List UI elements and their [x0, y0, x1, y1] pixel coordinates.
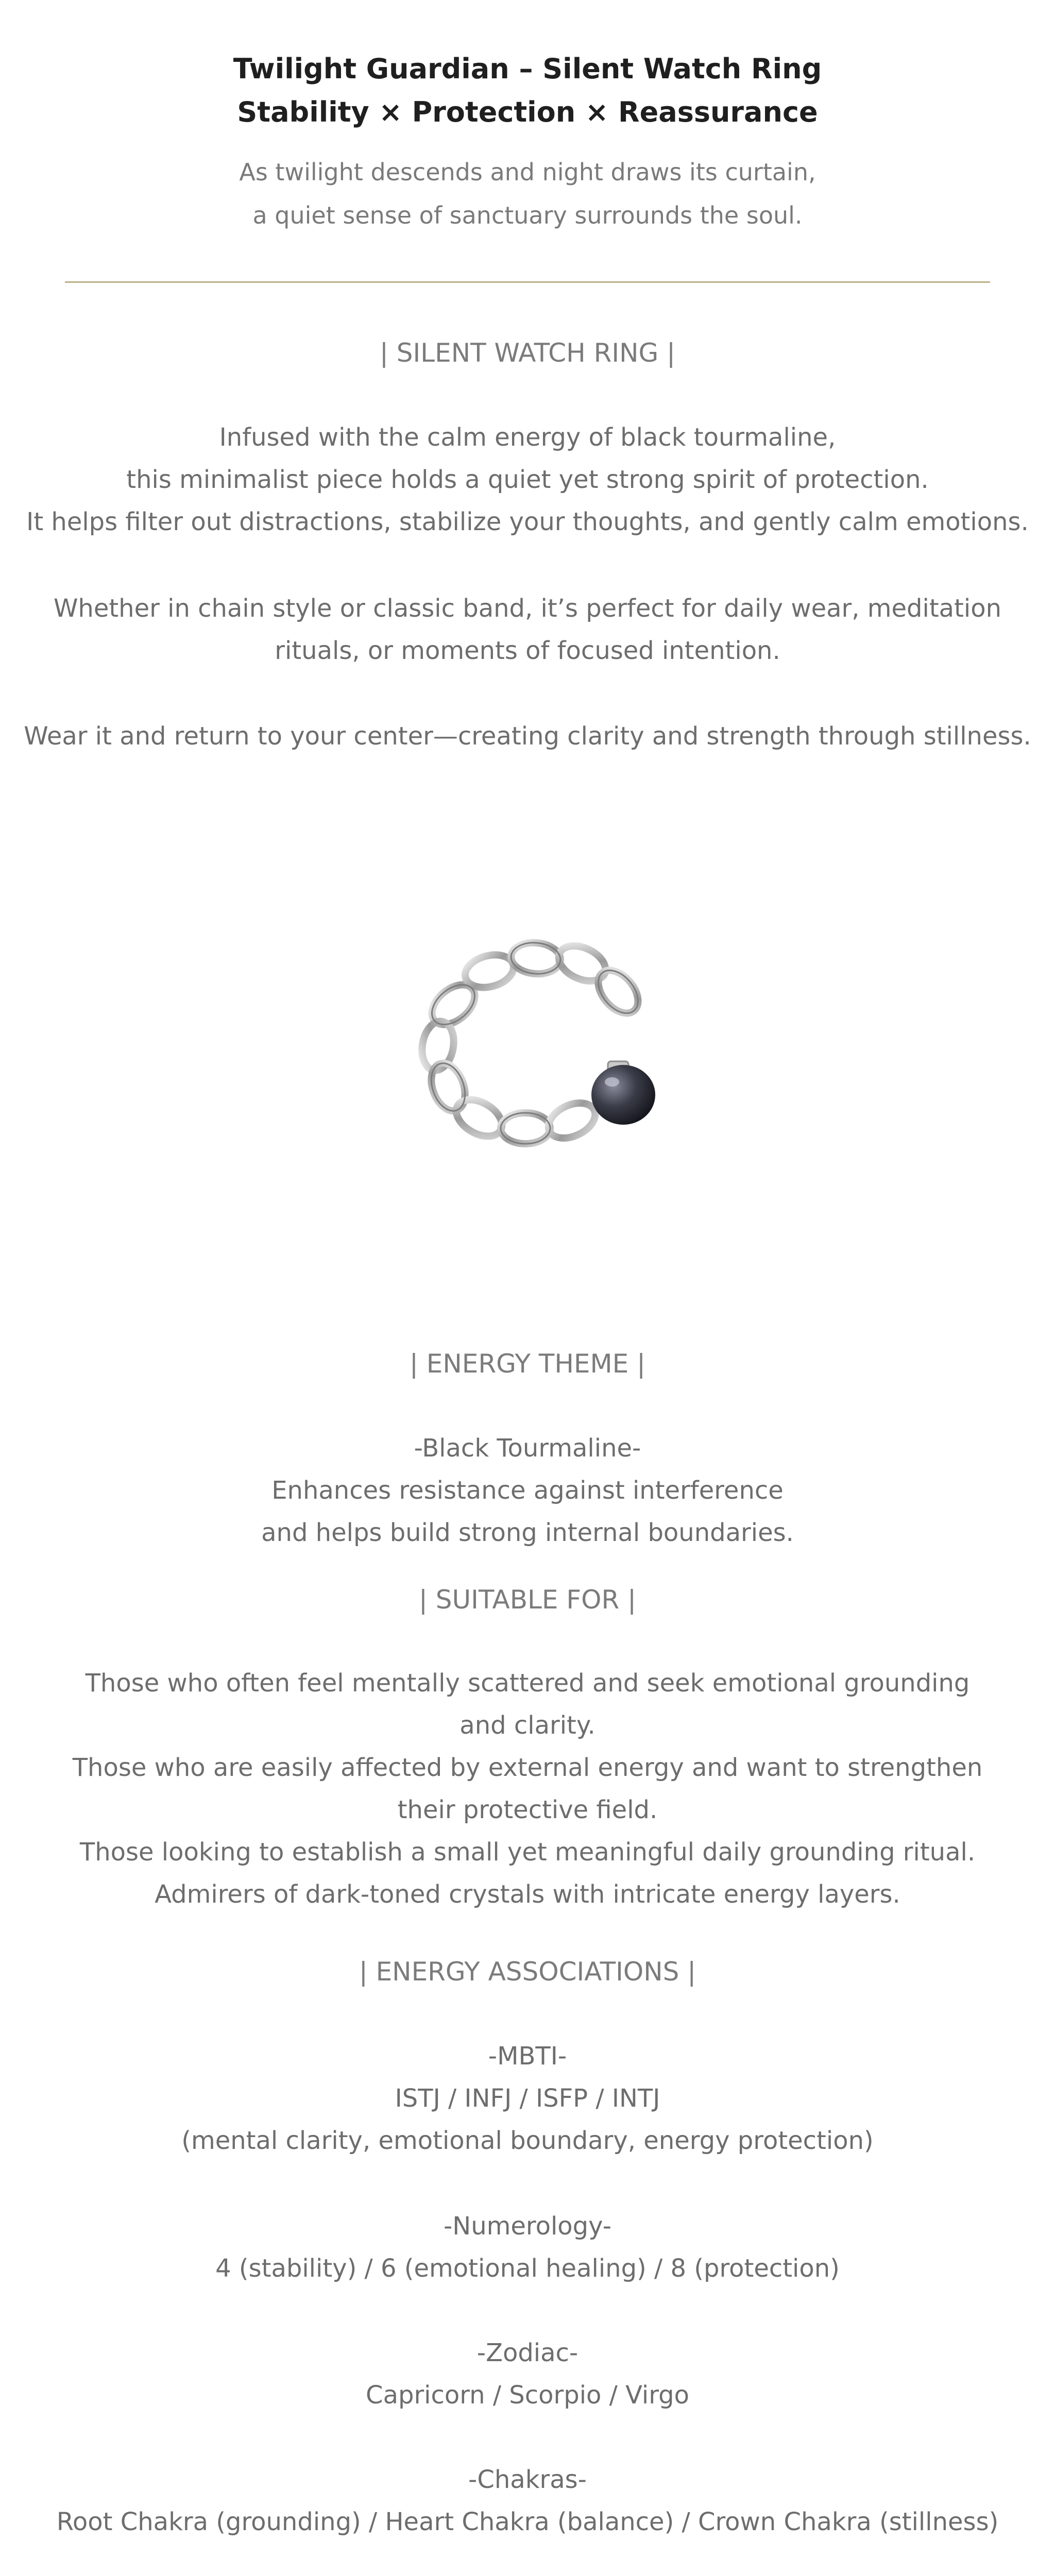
numerology-group	[0, 2205, 1055, 2290]
zodiac-value: Capricorn / Scorpio / Virgo	[366, 2381, 689, 2410]
suitable-line: Those who often feel mentally scattered and seek emotional grounding	[85, 1669, 970, 1698]
zodiac-label: -Zodiac-	[477, 2338, 578, 2367]
intro-line-2: a quiet sense of sanctuary surrounds the soul.	[252, 201, 803, 229]
suitable-line: Those who are easily affected by external energy and want to strengthen	[72, 1753, 983, 1782]
ring-product-image	[381, 907, 701, 1175]
black-tourmaline-stone	[591, 1065, 655, 1125]
energy-stone-name: -Black Tourmaline-	[414, 1434, 641, 1463]
desc-p1-line1: Infused with the calm energy of black tourmaline,	[219, 423, 836, 452]
energy-line-2: and helps build strong internal boundaries.	[261, 1518, 794, 1547]
suitable-line: and clarity.	[460, 1711, 595, 1740]
intro-line-1: As twilight descends and night draws its curtain,	[239, 158, 816, 186]
section-divider	[65, 281, 990, 283]
zodiac-group	[0, 2332, 1055, 2416]
suitable-line: Those looking to establish a small yet meaningful daily grounding ritual.	[79, 1838, 976, 1867]
suitable-for-list	[0, 1662, 1055, 1916]
description-paragraph-3	[0, 715, 1055, 757]
description-heading: | SILENT WATCH RING |	[380, 338, 675, 368]
suitable-line: their protective field.	[397, 1795, 658, 1824]
numerology-value: 4 (stability) / 6 (emotional healing) / 8 (protection)	[215, 2254, 840, 2283]
chakras-group	[0, 2459, 1055, 2543]
desc-p1-line3: It helps filter out distractions, stabilize your thoughts, and gently calm emotions.	[26, 507, 1029, 536]
energy-theme-body	[0, 1427, 1055, 1554]
associations-section	[0, 1951, 1055, 1993]
chakras-label: -Chakras-	[468, 2465, 587, 2494]
desc-p2-line1: Whether in chain style or classic band, it’s perfect for daily wear, meditation	[53, 594, 1002, 623]
energy-line-1: Enhances resistance against interference	[271, 1476, 784, 1505]
title-line-1: Twilight Guardian – Silent Watch Ring	[233, 53, 822, 85]
mbti-group	[0, 2035, 1055, 2162]
suitable-for-section	[0, 1579, 1055, 1621]
energy-theme-section	[0, 1343, 1055, 1385]
intro-text	[0, 150, 1055, 237]
numerology-label: -Numerology-	[443, 2212, 612, 2241]
desc-p1-line2: this minimalist piece holds a quiet yet strong spirit of protection.	[126, 465, 929, 494]
desc-p2-line2: rituals, or moments of focused intention.	[275, 636, 780, 665]
mbti-note: (mental clarity, emotional boundary, energy protection)	[181, 2126, 874, 2155]
title-line-2: Stability × Protection × Reassurance	[237, 96, 818, 128]
suitable-line: Admirers of dark-toned crystals with intricate energy layers.	[155, 1880, 900, 1909]
chain-ring-illustration	[381, 907, 701, 1175]
associations-heading: | ENERGY ASSOCIATIONS |	[359, 1957, 696, 1987]
chakras-value: Root Chakra (grounding) / Heart Chakra (balance) / Crown Chakra (stillness)	[56, 2507, 999, 2536]
desc-p3-line1: Wear it and return to your center—creating clarity and strength through stillness.	[24, 722, 1031, 751]
energy-theme-heading: | ENERGY THEME |	[410, 1349, 645, 1379]
description-paragraph-2	[0, 587, 1055, 672]
mbti-value: ISTJ / INFJ / ISFP / INTJ	[395, 2084, 660, 2113]
suitable-for-heading: | SUITABLE FOR |	[419, 1585, 636, 1615]
description-section	[0, 332, 1055, 374]
mbti-label: -MBTI-	[488, 2042, 567, 2071]
product-title	[0, 47, 1055, 134]
description-paragraph-1	[0, 416, 1055, 543]
